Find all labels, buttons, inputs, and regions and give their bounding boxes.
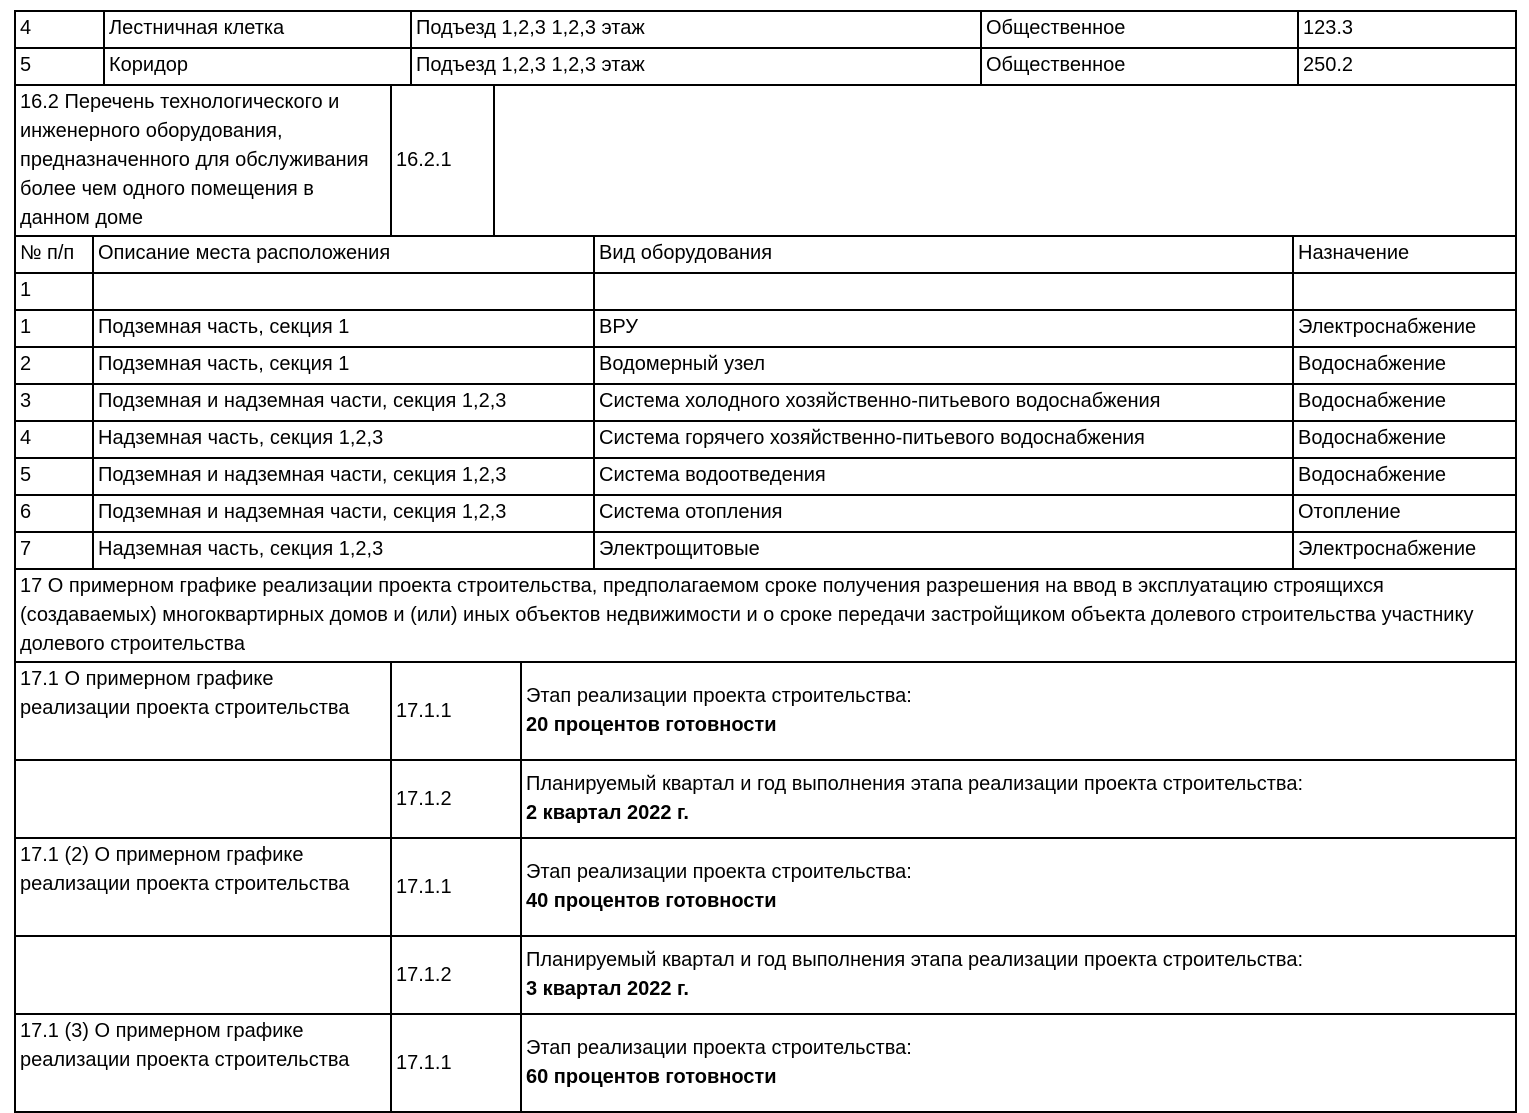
section-code-cell: 17.1.1	[391, 838, 521, 936]
stage-value: 2 квартал 2022 г.	[526, 802, 689, 824]
area-cell: 250.2	[1298, 48, 1516, 85]
location-cell	[93, 273, 594, 310]
table-row	[15, 11, 1516, 48]
section-17-heading-table	[14, 568, 1517, 663]
num-cell: 6	[15, 495, 93, 532]
stage-text: Планируемый квартал и год выполнения этапа реализации проекта строительства:	[526, 949, 1304, 971]
section-17-1-table	[14, 661, 1517, 1113]
section-label-cell: 17.1 О примерном графике реализации проекта строительства	[15, 662, 391, 760]
purpose-cell: Отопление	[1293, 495, 1516, 532]
purpose-cell: Водоснабжение	[1293, 421, 1516, 458]
table-row	[15, 569, 1516, 662]
table-row	[15, 347, 1516, 384]
purpose-cell	[1293, 273, 1516, 310]
section-label-cell: 17.1 (3) О примерном графике реализации проекта строительства	[15, 1014, 391, 1112]
location-cell: Подземная часть, секция 1	[93, 310, 594, 347]
num-cell: 4	[15, 421, 93, 458]
table-row	[15, 532, 1516, 569]
equipment-cell: Система холодного хозяйственно-питьевого водоснабжения	[594, 384, 1293, 421]
purpose-cell: Электроснабжение	[1293, 532, 1516, 569]
section-code-cell: 16.2.1	[391, 85, 494, 236]
location-cell: Подземная и надземная части, секция 1,2,3	[93, 384, 594, 421]
equipment-table	[14, 235, 1517, 570]
location-cell: Подъезд 1,2,3 1,2,3 этаж	[411, 11, 981, 48]
stage-cell	[521, 838, 1516, 936]
equipment-cell: ВРУ	[594, 310, 1293, 347]
stage-cell	[521, 662, 1516, 760]
table-row	[15, 838, 1516, 936]
premise-name-cell: Лестничная клетка	[104, 11, 411, 48]
stage-value: 20 процентов готовности	[526, 714, 777, 736]
header-location-cell: Описание места расположения	[93, 236, 594, 273]
purpose-cell: Электроснабжение	[1293, 310, 1516, 347]
table-header-row	[15, 236, 1516, 273]
table-row	[15, 310, 1516, 347]
num-cell: 2	[15, 347, 93, 384]
purpose-cell: Водоснабжение	[1293, 347, 1516, 384]
table-row	[15, 1014, 1516, 1112]
premises-table	[14, 10, 1517, 86]
stage-text: Этап реализации проекта строительства:	[526, 1037, 912, 1059]
stage-value: 60 процентов готовности	[526, 1066, 777, 1088]
header-num-cell: № п/п	[15, 236, 93, 273]
table-row	[15, 662, 1516, 760]
area-cell: 123.3	[1298, 11, 1516, 48]
equipment-cell: Электрощитовые	[594, 532, 1293, 569]
table-row	[15, 273, 1516, 310]
section-value-cell	[494, 85, 1516, 236]
location-cell: Подземная часть, секция 1	[93, 347, 594, 384]
equipment-cell	[594, 273, 1293, 310]
purpose-cell: Общественное	[981, 11, 1298, 48]
section-label-cell	[15, 936, 391, 1014]
stage-cell	[521, 1014, 1516, 1112]
header-purpose-cell: Назначение	[1293, 236, 1516, 273]
num-cell: 5	[15, 458, 93, 495]
table-row	[15, 48, 1516, 85]
purpose-cell: Водоснабжение	[1293, 458, 1516, 495]
table-row	[15, 85, 1516, 236]
section-label-cell: 17.1 (2) О примерном графике реализации проекта строительства	[15, 838, 391, 936]
header-equipment-cell: Вид оборудования	[594, 236, 1293, 273]
num-cell: 5	[15, 48, 104, 85]
section-code-cell: 17.1.2	[391, 936, 521, 1014]
equipment-cell: Система отопления	[594, 495, 1293, 532]
stage-text: Этап реализации проекта строительства:	[526, 861, 912, 883]
num-cell: 7	[15, 532, 93, 569]
table-row	[15, 384, 1516, 421]
section-code-cell: 17.1.1	[391, 662, 521, 760]
stage-value: 40 процентов готовности	[526, 890, 777, 912]
purpose-cell: Общественное	[981, 48, 1298, 85]
premise-name-cell: Коридор	[104, 48, 411, 85]
location-cell: Подземная и надземная части, секция 1,2,3	[93, 458, 594, 495]
section-16-2-table	[14, 84, 1517, 237]
location-cell: Надземная часть, секция 1,2,3	[93, 532, 594, 569]
stage-text: Этап реализации проекта строительства:	[526, 685, 912, 707]
stage-text: Планируемый квартал и год выполнения этапа реализации проекта строительства:	[526, 773, 1304, 795]
location-cell: Подземная и надземная части, секция 1,2,3	[93, 495, 594, 532]
section-label-cell: 16.2 Перечень технологического и инженерного оборудования, предназначенного для обслуживания более чем одного помещения в данном доме	[15, 85, 391, 236]
num-cell: 4	[15, 11, 104, 48]
num-cell: 1	[15, 310, 93, 347]
section-label-cell	[15, 760, 391, 838]
section-17-heading: 17 О примерном графике реализации проекта строительства, предполагаемом сроке получения разрешения на ввод в эксплуатацию строящихся (создаваемых) многоквартирных домов и (или) иных объектов недвижимости и о сроке передачи застройщиком объекта долевого строительства участнику долевого строительства	[15, 569, 1516, 662]
table-row	[15, 760, 1516, 838]
num-cell: 1	[15, 273, 93, 310]
equipment-cell: Система горячего хозяйственно-питьевого водоснабжения	[594, 421, 1293, 458]
stage-value: 3 квартал 2022 г.	[526, 978, 689, 1000]
table-row	[15, 936, 1516, 1014]
table-row	[15, 495, 1516, 532]
table-row	[15, 458, 1516, 495]
section-code-cell: 17.1.1	[391, 1014, 521, 1112]
section-code-cell: 17.1.2	[391, 760, 521, 838]
purpose-cell: Водоснабжение	[1293, 384, 1516, 421]
stage-cell	[521, 760, 1516, 838]
stage-cell	[521, 936, 1516, 1014]
equipment-cell: Система водоотведения	[594, 458, 1293, 495]
table-row	[15, 421, 1516, 458]
location-cell: Подъезд 1,2,3 1,2,3 этаж	[411, 48, 981, 85]
equipment-cell: Водомерный узел	[594, 347, 1293, 384]
location-cell: Надземная часть, секция 1,2,3	[93, 421, 594, 458]
num-cell: 3	[15, 384, 93, 421]
